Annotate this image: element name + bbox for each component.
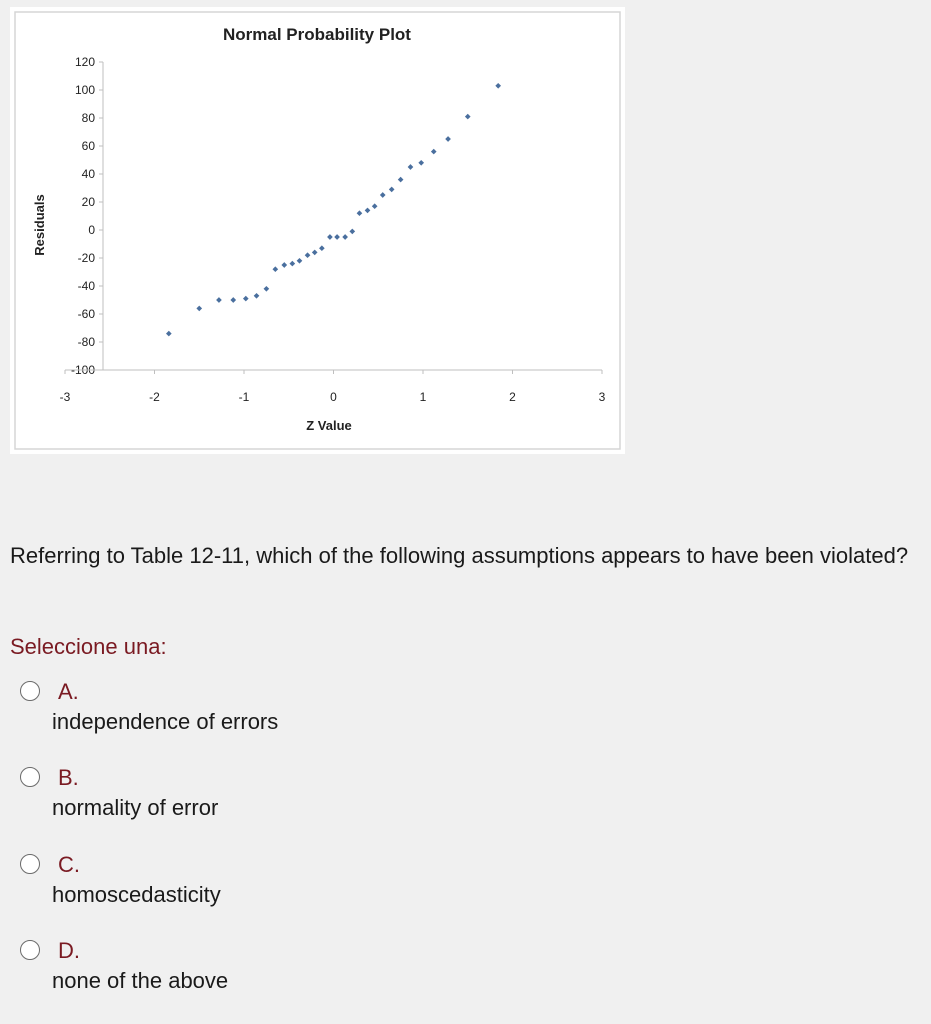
data-point — [264, 286, 270, 292]
data-point — [372, 203, 378, 209]
data-point — [398, 177, 404, 183]
data-point — [312, 250, 318, 256]
radio-button-d[interactable] — [20, 940, 40, 960]
y-axis-title: Residuals — [32, 194, 47, 256]
data-point — [431, 149, 437, 155]
option-b-letter: B. — [58, 765, 79, 790]
radio-button-b[interactable] — [20, 767, 40, 787]
option-b[interactable] — [20, 765, 420, 835]
x-tick-label: -3 — [59, 390, 71, 404]
data-point — [297, 258, 303, 264]
data-point — [334, 234, 340, 240]
option-d[interactable] — [20, 938, 420, 1008]
radio-button-a[interactable] — [20, 681, 40, 701]
y-tick-label: -40 — [77, 279, 95, 293]
option-c[interactable] — [20, 852, 420, 922]
y-tick-label: 40 — [81, 167, 95, 181]
x-axis — [60, 370, 606, 404]
data-point — [281, 262, 287, 268]
y-axis — [71, 55, 103, 377]
data-point — [230, 297, 236, 303]
data-point — [349, 229, 355, 235]
data-point — [495, 83, 501, 89]
option-a-letter: A. — [58, 679, 79, 704]
data-point — [389, 187, 395, 193]
option-c-letter: C. — [58, 852, 80, 877]
y-tick-label: 0 — [88, 223, 95, 237]
data-point — [196, 306, 202, 312]
data-point — [465, 114, 471, 120]
y-tick-label: -100 — [70, 363, 95, 377]
x-tick-label: -2 — [149, 390, 160, 404]
y-tick-label: 20 — [81, 195, 95, 209]
data-points — [166, 83, 501, 336]
data-point — [166, 331, 172, 337]
data-point — [365, 208, 371, 214]
chart-title: Normal Probability Plot — [223, 25, 411, 44]
y-tick-label: 80 — [81, 111, 95, 125]
data-point — [319, 245, 325, 251]
y-tick-label: -20 — [77, 251, 95, 265]
normal-probability-plot — [10, 7, 625, 454]
question-text: Referring to Table 12-11, which of the following assumptions appears to have been violated? — [10, 543, 909, 568]
data-point — [243, 296, 249, 302]
y-tick-label: 120 — [74, 55, 95, 69]
x-tick-label: 1 — [419, 390, 427, 404]
select-prompt: Seleccione una: — [10, 634, 167, 659]
y-tick-label: -60 — [77, 307, 95, 321]
y-tick-label: 60 — [81, 139, 95, 153]
option-c-text[interactable]: homoscedasticity — [52, 882, 221, 907]
data-point — [327, 234, 333, 240]
chart-frame — [10, 7, 625, 454]
y-tick-label: -80 — [77, 335, 95, 349]
data-point — [305, 252, 311, 258]
option-a-text[interactable]: independence of errors — [52, 709, 279, 734]
x-tick-label: -1 — [238, 390, 250, 404]
data-point — [290, 261, 296, 267]
x-tick-label: 2 — [509, 390, 516, 404]
y-tick-label: 100 — [74, 83, 95, 97]
x-tick-label: 3 — [598, 390, 606, 404]
radio-button-c[interactable] — [20, 854, 40, 874]
option-d-text[interactable]: none of the above — [52, 968, 229, 993]
data-point — [418, 160, 424, 166]
data-point — [216, 297, 222, 303]
x-axis-title: Z Value — [306, 418, 352, 433]
data-point — [254, 293, 260, 299]
data-point — [272, 266, 278, 272]
data-point — [408, 164, 414, 170]
data-point — [445, 136, 451, 142]
option-a[interactable] — [20, 679, 420, 749]
x-tick-label: 0 — [330, 390, 337, 404]
data-point — [357, 210, 363, 216]
data-point — [342, 234, 348, 240]
option-b-text[interactable]: normality of error — [52, 795, 219, 820]
option-d-letter: D. — [58, 938, 80, 963]
data-point — [380, 192, 386, 198]
